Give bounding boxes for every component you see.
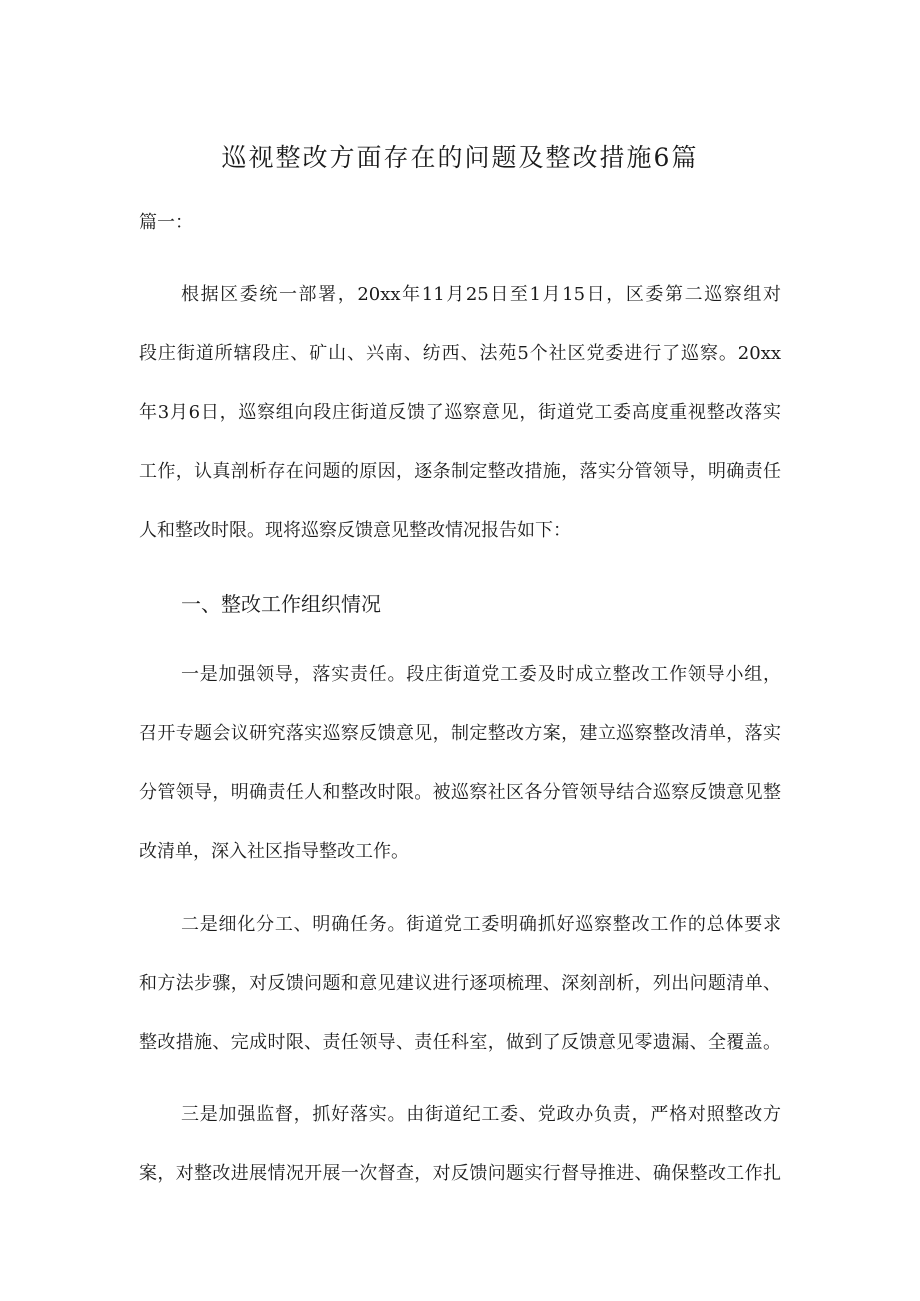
section-heading: 一、整改工作组织情况 (181, 592, 381, 616)
paragraph-line: 三是加强监督，抓好落实。由街道纪工委、党政办负责，严格对照整改方 (181, 1104, 781, 1125)
paragraph-line: 改清单，深入社区指导整改工作。 (139, 841, 409, 862)
intro-line: 人和整改时限。现将巡察反馈意见整改情况报告如下： (139, 520, 571, 541)
paragraph-line: 和方法步骤，对反馈问题和意见建议进行逐项梳理、深刻剖析，列出问题清单、 (139, 973, 781, 994)
document-title: 巡视整改方面存在的问题及整改措施6篇 (221, 143, 699, 172)
paragraph-line: 一是加强领导，落实责任。段庄街道党工委及时成立整改工作领导小组， (181, 664, 781, 685)
paragraph-line: 二是细化分工、明确任务。街道党工委明确抓好巡察整改工作的总体要求 (181, 914, 781, 935)
intro-line: 根据区委统一部署，20xx年11月25日至1月15日，区委第二巡察组对 (181, 284, 781, 305)
paragraph-line: 案，对整改进展情况开展一次督查，对反馈问题实行督导推进、确保整改工作扎 (139, 1163, 781, 1184)
intro-line: 年3月6日，巡察组向段庄街道反馈了巡察意见，街道党工委高度重视整改落实 (139, 402, 781, 423)
paragraph-line: 召开专题会议研究落实巡察反馈意见，制定整改方案，建立巡察整改清单，落实 (139, 723, 781, 744)
intro-line: 工作，认真剖析存在问题的原因，逐条制定整改措施，落实分管领导，明确责任 (139, 461, 781, 482)
paragraph-line: 分管领导，明确责任人和整改时限。被巡察社区各分管领导结合巡察反馈意见整 (139, 782, 781, 803)
paragraph-line: 整改措施、完成时限、责任领导、责任科室，做到了反馈意见零遗漏、全覆盖。 (139, 1032, 781, 1053)
intro-line: 段庄街道所辖段庄、矿山、兴南、纺西、法苑5个社区党委进行了巡察。20xx (139, 343, 781, 364)
section-label: 篇一： (139, 212, 193, 233)
